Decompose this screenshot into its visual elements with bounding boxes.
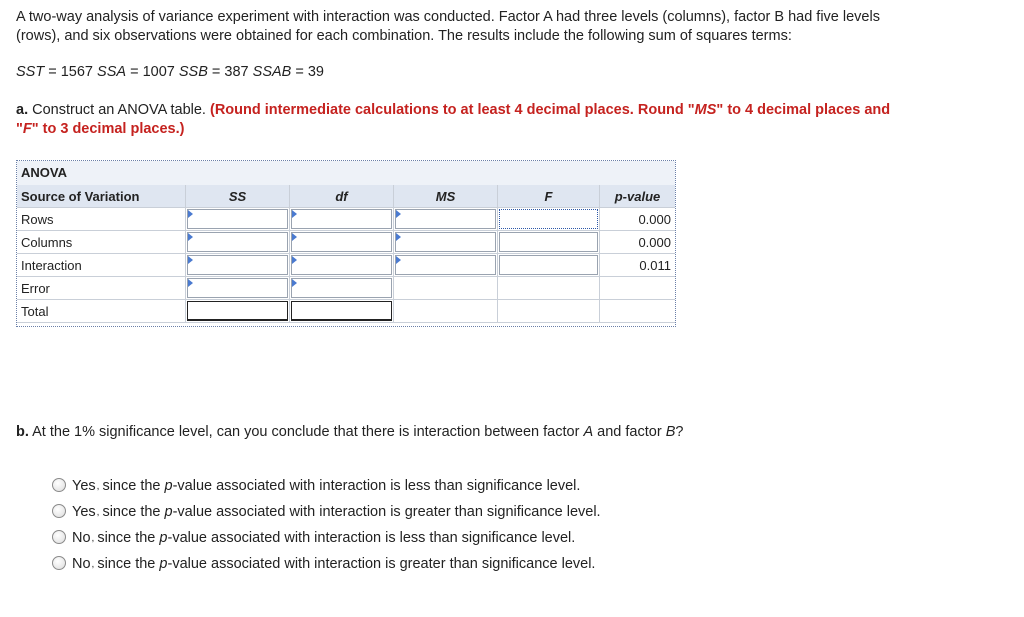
ssab-value: = 39: [295, 64, 324, 80]
option-post: -value associated with interaction is greater than significance level.: [167, 556, 596, 572]
input-marker-icon: [396, 210, 401, 218]
input-marker-icon: [188, 256, 193, 264]
radio-button[interactable]: [52, 478, 66, 492]
option-answer: Yes: [72, 504, 96, 520]
input-marker-icon: [396, 256, 401, 264]
option-post: -value associated with interaction is less than significance level.: [172, 478, 581, 494]
error-p-value: [599, 277, 675, 300]
part-a-instructions: [16, 101, 1006, 139]
option-answer: Yes: [72, 478, 96, 494]
option-answer: No: [72, 556, 91, 572]
source-label: Error: [17, 277, 185, 300]
interaction-p-value: 0.011: [599, 254, 675, 277]
total-ss-input[interactable]: [187, 301, 288, 321]
error-f-cell: [497, 277, 599, 300]
columns-ms-input[interactable]: [395, 232, 496, 252]
header-p-value: p-value: [599, 185, 675, 208]
part-b-question: [16, 424, 683, 440]
option-p: p: [164, 478, 173, 494]
table-row-total: [17, 300, 675, 323]
option-pre: since the: [97, 530, 156, 546]
columns-ss-input[interactable]: [187, 232, 288, 252]
option-pre: since the: [97, 556, 156, 572]
input-marker-icon: [292, 210, 297, 218]
input-marker-icon: [188, 210, 193, 218]
radio-button[interactable]: [52, 504, 66, 518]
option-pre: since the: [102, 478, 161, 494]
columns-f-input[interactable]: [499, 232, 598, 252]
input-marker-icon: [292, 279, 297, 287]
option-pre: since the: [102, 504, 161, 520]
total-f-cell: [497, 300, 599, 323]
total-df-input[interactable]: [291, 301, 392, 321]
ssa-value: = 1007: [130, 64, 175, 80]
anova-title: ANOVA: [17, 161, 675, 185]
anova-table: [16, 160, 676, 327]
error-ms-cell: [393, 277, 497, 300]
rounding-f: F: [22, 121, 32, 137]
error-df-input[interactable]: [291, 278, 392, 298]
table-row-columns: [17, 231, 675, 254]
total-p-value: [599, 300, 675, 323]
sst-label: SST: [16, 64, 45, 80]
part-a-label: a.: [16, 102, 29, 118]
radio-button[interactable]: [52, 530, 66, 544]
error-ss-input[interactable]: [187, 278, 288, 298]
ssb-value: = 387: [211, 64, 249, 80]
header-f: F: [497, 185, 599, 208]
factor-a: A: [583, 424, 594, 440]
radio-button[interactable]: [52, 556, 66, 570]
rounding-instruction-1: (Round intermediate calculations to at least 4 decimal places. Round ": [209, 102, 695, 118]
columns-df-input[interactable]: [291, 232, 392, 252]
ssab-label: SSAB: [252, 64, 292, 80]
input-marker-icon: [188, 233, 193, 241]
columns-p-value: 0.000: [599, 231, 675, 254]
interaction-ss-input[interactable]: [187, 255, 288, 275]
input-marker-icon: [292, 233, 297, 241]
header-df: df: [289, 185, 393, 208]
rows-ms-input[interactable]: [395, 209, 496, 229]
option-p: p: [159, 556, 168, 572]
part-b-text-1: At the 1% significance level, can you conclude that there is interaction between factor: [32, 424, 580, 440]
problem-line-2: (rows), and six observations were obtained for each combination. The results include the following sum of squares terms:: [16, 28, 792, 44]
option-p: p: [164, 504, 173, 520]
option-p: p: [159, 530, 168, 546]
option-answer: No: [72, 530, 91, 546]
interaction-df-input[interactable]: [291, 255, 392, 275]
table-row-interaction: [17, 254, 675, 277]
sum-of-squares: [16, 64, 324, 80]
header-ss: SS: [185, 185, 289, 208]
source-label: Rows: [17, 208, 185, 231]
interaction-f-input[interactable]: [499, 255, 598, 275]
rows-f-input[interactable]: [499, 209, 598, 229]
source-label: Total: [17, 300, 185, 323]
part-b-label: b.: [16, 424, 29, 440]
anova-header-row: [17, 185, 675, 208]
rows-df-input[interactable]: [291, 209, 392, 229]
source-label: Columns: [17, 231, 185, 254]
table-row-rows: [17, 208, 675, 231]
ssa-label: SSA: [97, 64, 127, 80]
input-marker-icon: [188, 279, 193, 287]
rounding-instruction-2: " to 4 decimal places and: [716, 102, 891, 118]
sst-value: = 1567: [48, 64, 93, 80]
part-b-text-3: ?: [675, 424, 684, 440]
option-post: -value associated with interaction is less than significance level.: [167, 530, 576, 546]
interaction-ms-input[interactable]: [395, 255, 496, 275]
header-source: Source of Variation: [17, 185, 185, 208]
rounding-ms: MS: [694, 102, 717, 118]
rows-p-value: 0.000: [599, 208, 675, 231]
source-label: Interaction: [17, 254, 185, 277]
problem-statement: [16, 8, 1006, 46]
part-b-text-2: and factor: [597, 424, 662, 440]
option-post: -value associated with interaction is greater than significance level.: [172, 504, 601, 520]
problem-line-1: A two-way analysis of variance experiment with interaction was conducted. Factor A had three levels (columns), factor B had five levels: [16, 9, 880, 25]
input-marker-icon: [292, 256, 297, 264]
rows-ss-input[interactable]: [187, 209, 288, 229]
rounding-instruction-4: " to 3 decimal places.): [31, 121, 185, 137]
table-row-error: [17, 277, 675, 300]
rounding-instruction-3: ": [16, 121, 23, 137]
input-marker-icon: [396, 233, 401, 241]
part-a-text: Construct an ANOVA table.: [32, 102, 206, 118]
header-ms: MS: [393, 185, 497, 208]
ssb-label: SSB: [178, 64, 208, 80]
total-ms-cell: [393, 300, 497, 323]
factor-b: B: [665, 424, 676, 440]
